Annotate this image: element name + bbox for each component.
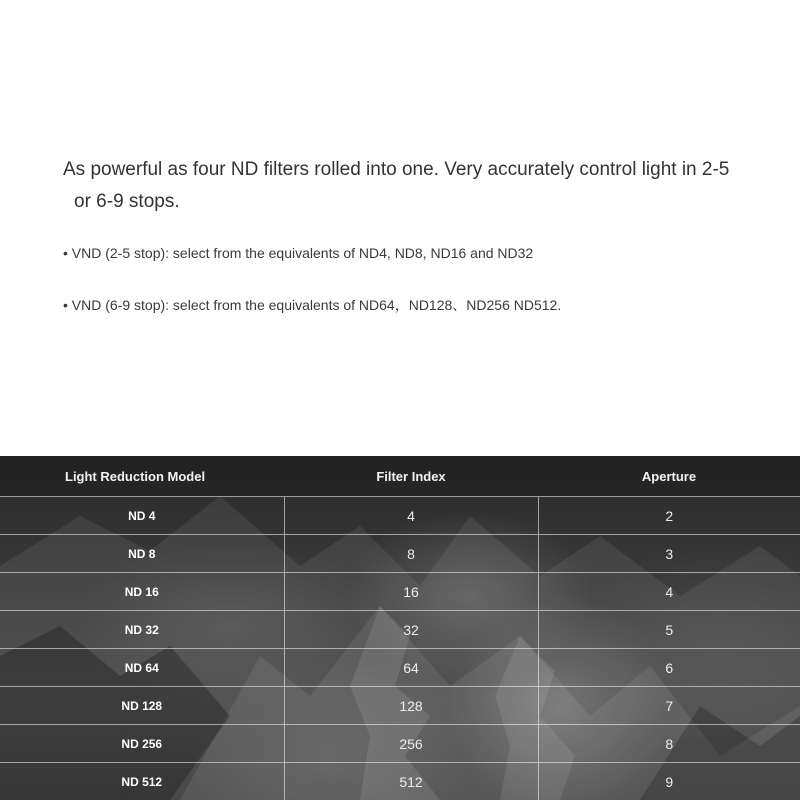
table-row	[0, 725, 800, 763]
header-light-reduction-model: Light Reduction Model	[0, 456, 284, 497]
cell-model: ND 16	[0, 573, 284, 611]
intro-line-1: As powerful as four ND filters rolled into one. Very accurately control light in 2-5	[63, 159, 730, 180]
filter-table	[0, 456, 800, 800]
table-header-row	[0, 456, 800, 497]
intro-text	[63, 154, 773, 218]
cell-filter-index: 512	[284, 763, 538, 800]
cell-aperture: 9	[538, 763, 800, 800]
cell-filter-index: 32	[284, 611, 538, 649]
cell-model: ND 512	[0, 763, 284, 800]
cell-aperture: 2	[538, 497, 800, 535]
table-row	[0, 687, 800, 725]
cell-aperture: 5	[538, 611, 800, 649]
bullet-vnd-6-9: • VND (6-9 stop): select from the equivalents of ND64，ND128、ND256 ND512.	[63, 297, 562, 313]
cell-aperture: 8	[538, 725, 800, 763]
cell-aperture: 4	[538, 573, 800, 611]
table-row	[0, 497, 800, 535]
cell-filter-index: 16	[284, 573, 538, 611]
table-row	[0, 535, 800, 573]
table-row	[0, 573, 800, 611]
cell-filter-index: 256	[284, 725, 538, 763]
filter-table-panel	[0, 456, 800, 800]
table-row	[0, 763, 800, 800]
header-filter-index: Filter Index	[284, 456, 538, 497]
cell-model: ND 32	[0, 611, 284, 649]
cell-aperture: 6	[538, 649, 800, 687]
cell-model: ND 64	[0, 649, 284, 687]
cell-filter-index: 64	[284, 649, 538, 687]
cell-model: ND 8	[0, 535, 284, 573]
cell-model: ND 256	[0, 725, 284, 763]
cell-model: ND 4	[0, 497, 284, 535]
cell-aperture: 3	[538, 535, 800, 573]
header-aperture: Aperture	[538, 456, 800, 497]
cell-filter-index: 8	[284, 535, 538, 573]
table-row	[0, 611, 800, 649]
cell-model: ND 128	[0, 687, 284, 725]
bullet-vnd-2-5: • VND (2-5 stop): select from the equivalents of ND4, ND8, ND16 and ND32	[63, 245, 534, 261]
cell-aperture: 7	[538, 687, 800, 725]
cell-filter-index: 128	[284, 687, 538, 725]
table-row	[0, 649, 800, 687]
cell-filter-index: 4	[284, 497, 538, 535]
intro-line-2: or 6-9 stops.	[74, 191, 180, 212]
